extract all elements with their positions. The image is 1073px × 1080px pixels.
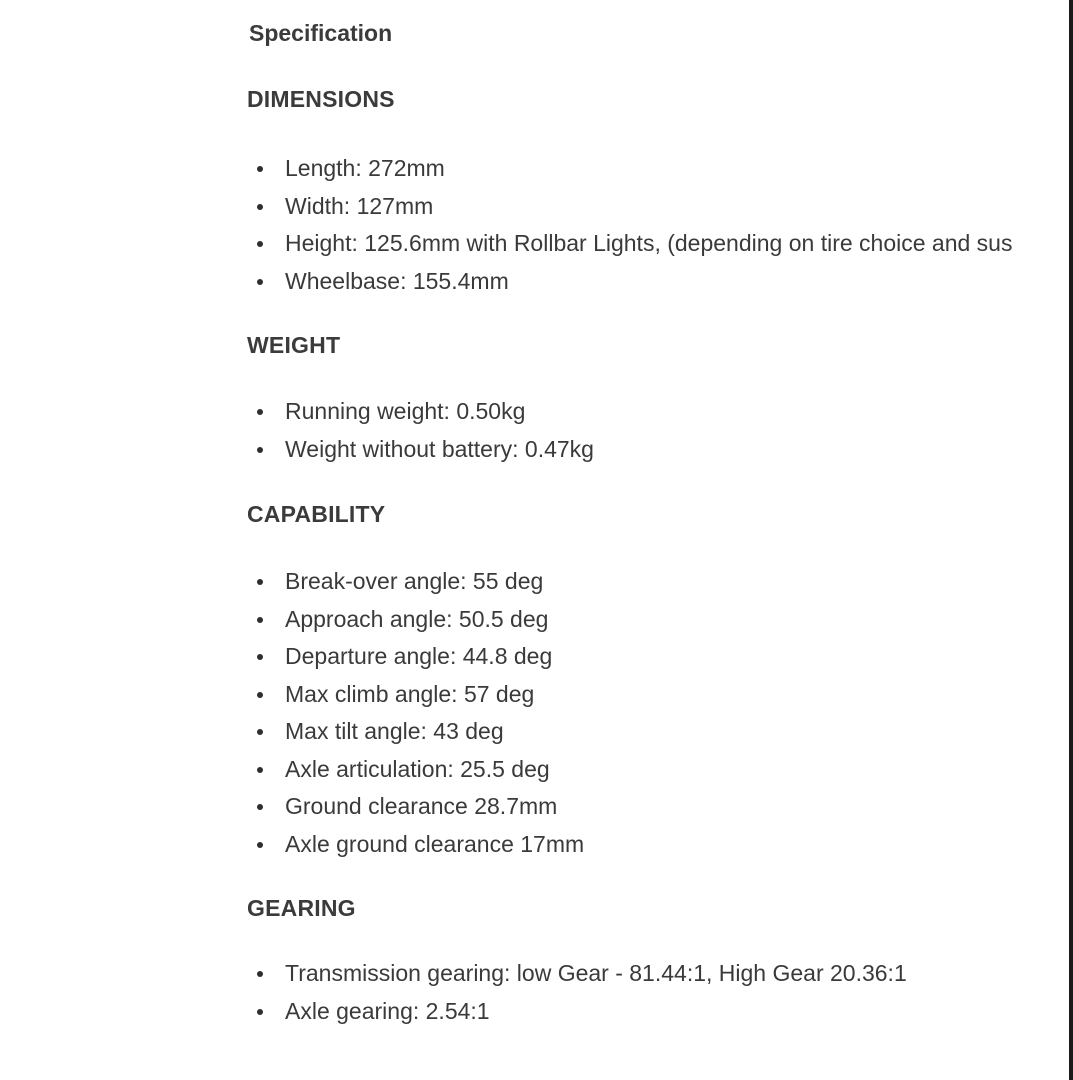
list-item: [247, 638, 584, 676]
bullet-icon: [257, 842, 263, 848]
list-item: [247, 713, 584, 751]
list-item: [247, 826, 584, 864]
bullet-icon: [257, 804, 263, 810]
dimensions-list: [247, 150, 1012, 300]
specification-document: [247, 20, 1073, 1080]
bullet-icon: [257, 579, 263, 585]
list-item-text: Departure angle: 44.8 deg: [285, 643, 553, 669]
weight-list: [247, 393, 594, 468]
bullet-icon: [257, 447, 263, 453]
list-item-text: Weight without battery: 0.47kg: [285, 435, 594, 462]
gearing-list: [247, 955, 907, 1030]
capability-list: [247, 563, 584, 863]
list-item: [247, 393, 594, 431]
list-item-text: Axle ground clearance 17mm: [285, 830, 585, 857]
list-item-text: Wheelbase: 155.4mm: [285, 267, 509, 294]
list-item: [247, 993, 907, 1031]
list-item-text: Ground clearance 28.7mm: [285, 793, 558, 819]
list-item-text: Axle articulation: 25.5 deg: [285, 755, 550, 782]
bullet-icon: [257, 729, 263, 735]
list-item: [247, 431, 594, 469]
list-item-text: Width: 127mm: [285, 192, 434, 219]
list-item-text: Transmission gearing: low Gear - 81.44:1, High Gear 20.36:1: [285, 960, 907, 986]
list-item: [247, 188, 1012, 226]
list-item-text: Break-over angle: 55 deg: [285, 568, 544, 594]
list-item-text: Max tilt angle: 43 deg: [285, 718, 504, 744]
bullet-icon: [257, 241, 263, 247]
list-item: [247, 955, 907, 993]
list-item-text: Approach angle: 50.5 deg: [285, 605, 549, 632]
list-item: [247, 676, 584, 714]
list-item: [247, 263, 1012, 301]
list-item: [247, 225, 1012, 263]
list-item-text: Axle gearing: 2.54:1: [285, 997, 490, 1024]
section-heading-dimensions: DIMENSIONS: [247, 86, 395, 112]
bullet-icon: [257, 409, 263, 415]
list-item-text: Running weight: 0.50kg: [285, 398, 526, 424]
bullet-icon: [257, 166, 263, 172]
bullet-icon: [257, 1009, 263, 1015]
list-item-text: Max climb angle: 57 deg: [285, 680, 535, 707]
list-item: [247, 563, 584, 601]
list-item-text: Height: 125.6mm with Rollbar Lights, (depending on tire choice and sus: [285, 230, 1013, 256]
page-title: Specification: [249, 20, 393, 46]
list-item-text: Length: 272mm: [285, 155, 445, 181]
list-item: [247, 751, 584, 789]
list-item: [247, 788, 584, 826]
section-heading-weight: WEIGHT: [247, 332, 341, 358]
bullet-icon: [257, 279, 263, 285]
section-heading-capability: CAPABILITY: [247, 501, 386, 527]
bullet-icon: [257, 692, 263, 698]
list-item: [247, 150, 1012, 188]
bullet-icon: [257, 204, 263, 210]
bullet-icon: [257, 654, 263, 660]
list-item: [247, 601, 584, 639]
bullet-icon: [257, 767, 263, 773]
bullet-icon: [257, 971, 263, 977]
bullet-icon: [257, 617, 263, 623]
section-heading-gearing: GEARING: [247, 895, 356, 921]
